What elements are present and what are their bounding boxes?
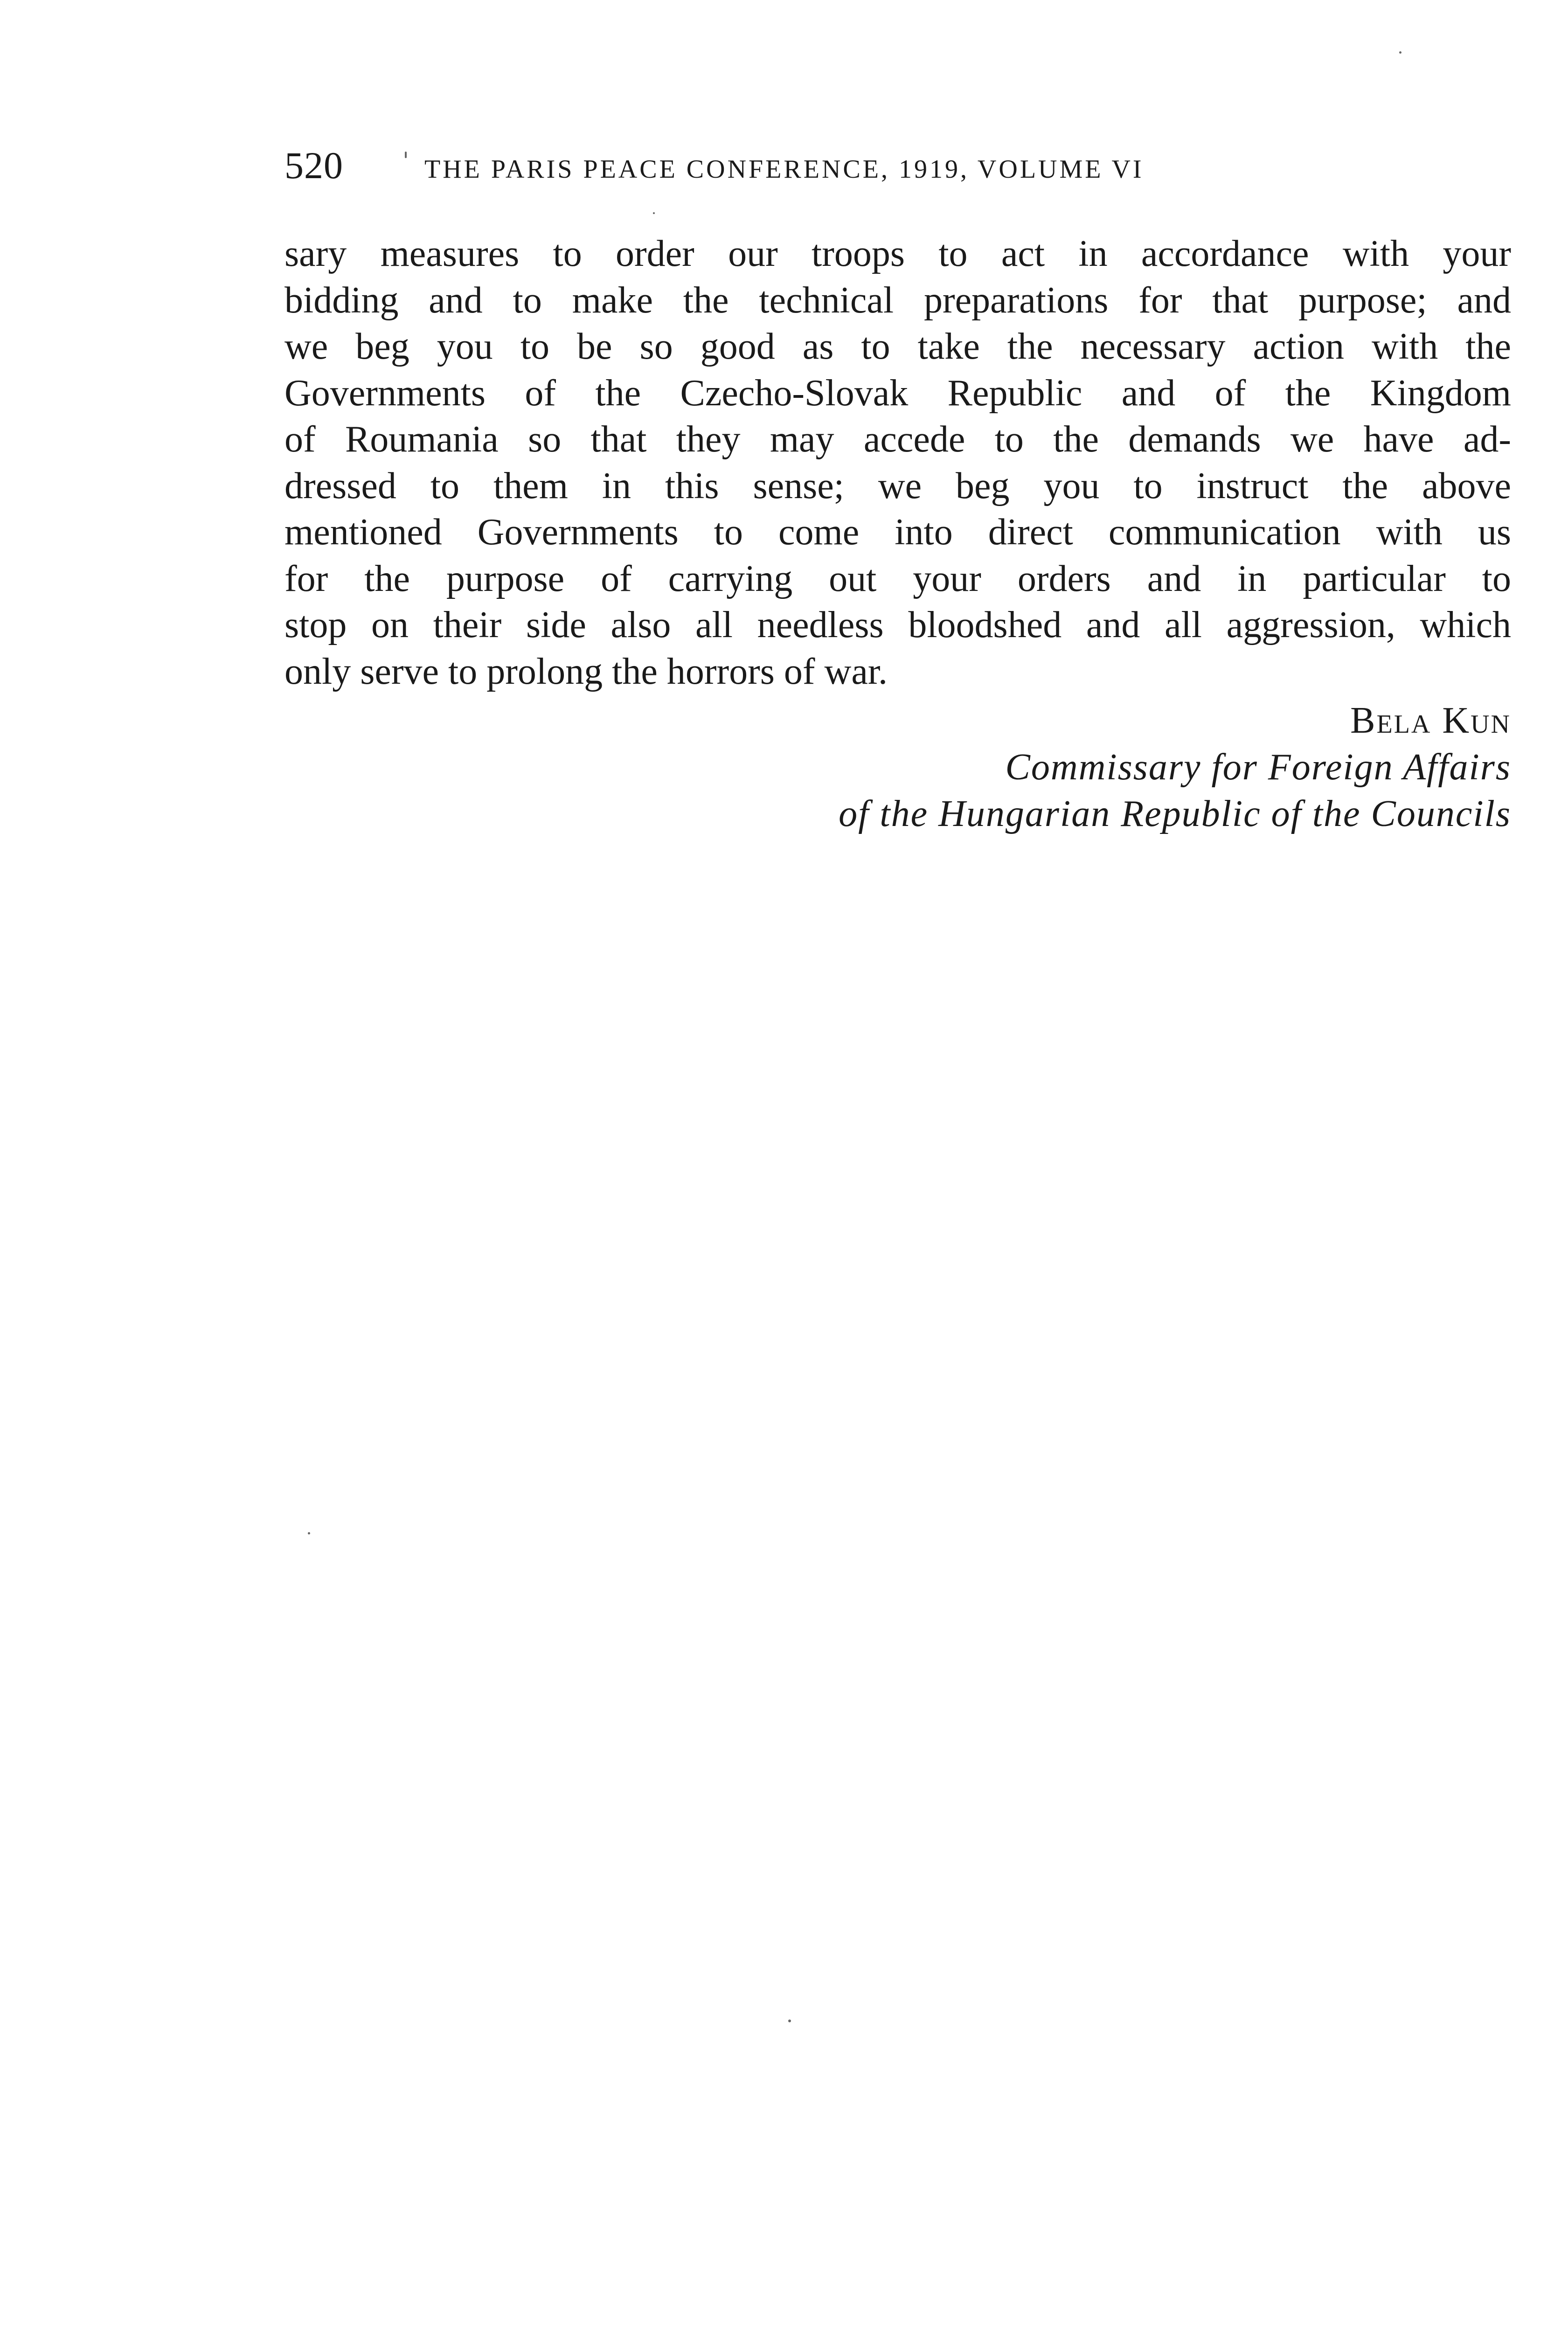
scan-speck — [653, 212, 655, 214]
body-paragraph — [284, 231, 1511, 695]
text-line: bidding and to make the technical preparations for that purpose; and — [284, 279, 1511, 321]
text-line: sary measures to order our troops to act in accordance with your — [284, 233, 1511, 274]
signature-block — [839, 697, 1511, 837]
page-number: 520 — [284, 144, 343, 187]
text-line: mentioned Governments to come into direct communication with us — [284, 512, 1511, 553]
text-line: we beg you to be so good as to take the necessary action with the — [284, 326, 1511, 367]
signatory-title-line-2: of the Hungarian Republic of the Councils — [839, 793, 1511, 834]
scan-speck — [788, 2020, 791, 2022]
scan-speck — [308, 1532, 310, 1534]
scan-speck — [405, 152, 407, 158]
text-line: dressed to them in this sense; we beg you to instruct the above — [284, 465, 1511, 507]
running-title: THE PARIS PEACE CONFERENCE, 1919, VOLUME VI — [424, 155, 1144, 184]
text-line: of Roumania so that they may accede to the demands we have ad- — [284, 419, 1511, 460]
signatory-title-line-1: Commissary for Foreign Affairs — [1005, 747, 1511, 788]
text-line: stop on their side also all needless bloodshed and all aggression, which — [284, 604, 1511, 645]
scan-speck — [1399, 51, 1401, 54]
text-line: for the purpose of carrying out your orders and in particular to — [284, 558, 1511, 599]
page-header — [284, 140, 1511, 191]
text-line: Governments of the Czecho-Slovak Republic and of the Kingdom — [284, 372, 1511, 414]
signatory-name: Bela Kun — [1350, 700, 1511, 741]
text-line: only serve to prolong the horrors of war. — [284, 651, 888, 692]
